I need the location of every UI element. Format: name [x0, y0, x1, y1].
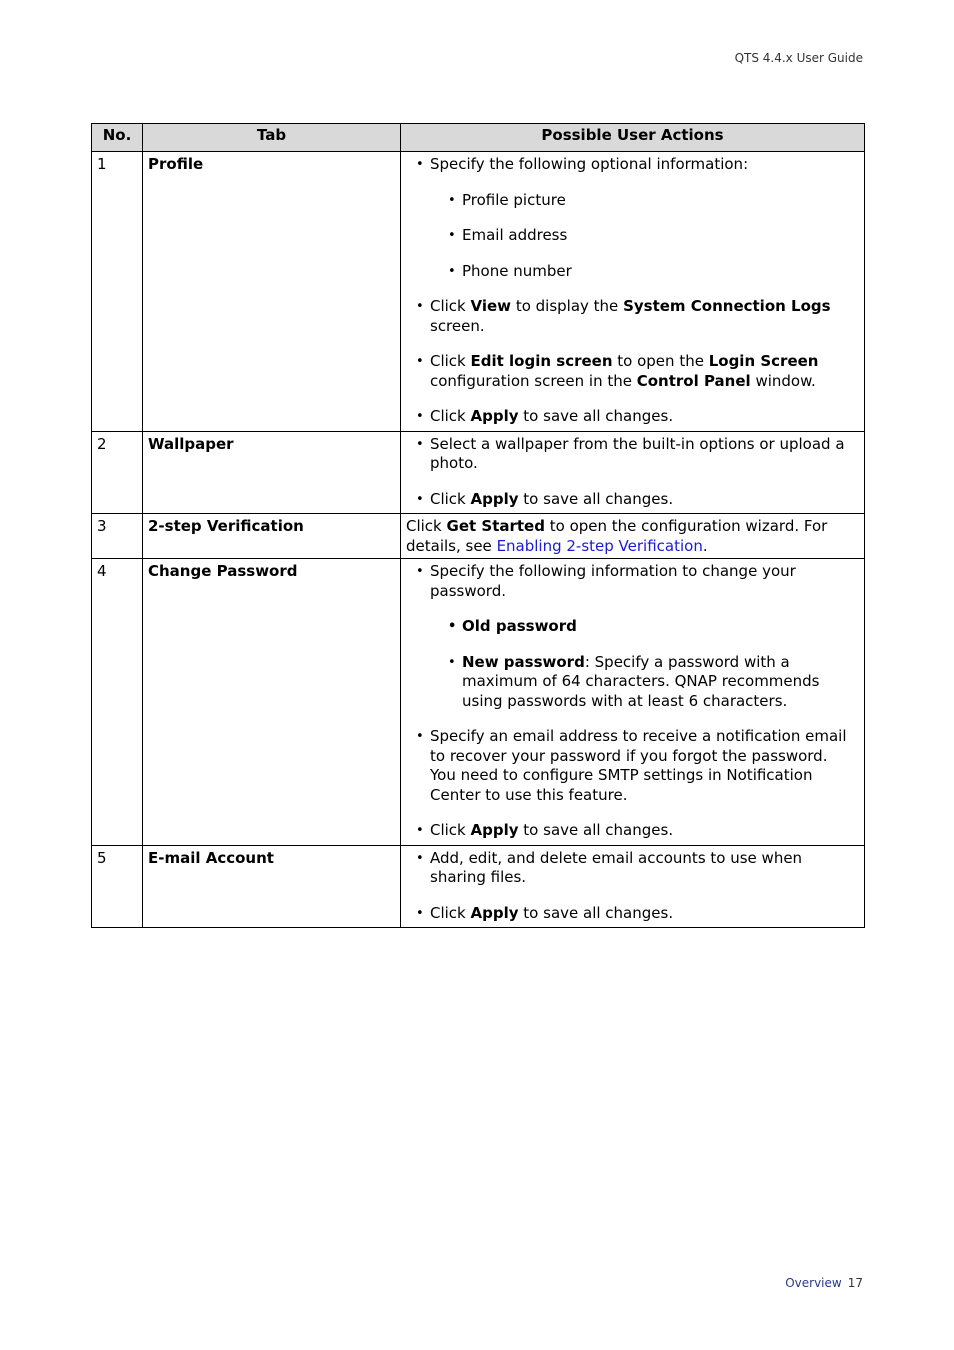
list-item	[406, 490, 859, 510]
ui-term: Edit login screen	[470, 352, 613, 370]
text-run: Click	[406, 517, 447, 535]
ui-term: Apply	[470, 903, 519, 922]
tab-name: 2-step Verification	[143, 514, 401, 559]
page-number: 17	[847, 1276, 863, 1290]
actions-cell	[401, 559, 865, 846]
actions-cell	[401, 431, 865, 514]
text-run: Click	[430, 352, 471, 370]
table-header-row	[92, 124, 865, 152]
text-run: to save all changes.	[518, 489, 674, 508]
list-item-text: Specify the following information to change your password.	[430, 562, 796, 600]
text-run: Click	[430, 489, 471, 508]
sub-list-item: • Profile picture	[438, 191, 859, 211]
ui-term: Apply	[470, 489, 519, 508]
list-item: • Add, edit, and delete email accounts to use when sharing files.	[406, 849, 859, 888]
tab-name: E-mail Account	[143, 845, 401, 928]
list-item	[406, 352, 859, 391]
row-number: 3	[92, 514, 143, 559]
running-header: QTS 4.4.x User Guide	[734, 51, 863, 65]
text-run: Click	[430, 297, 471, 315]
table-row-wallpaper	[92, 431, 865, 514]
sub-list	[438, 617, 859, 711]
list-item: • Select a wallpaper from the built-in options or upload a photo.	[406, 435, 859, 474]
ui-term: Apply	[470, 407, 519, 425]
ui-term: Apply	[470, 821, 519, 839]
actions-list	[406, 155, 859, 427]
footer-section-link[interactable]: Overview	[785, 1276, 842, 1290]
table-row-profile	[92, 152, 865, 432]
list-item-text: Specify the following optional information:	[430, 155, 749, 173]
ui-term: Login Screen	[708, 352, 819, 370]
ui-term: View	[470, 297, 512, 315]
text-run: Click	[430, 821, 471, 839]
tab-name: Change Password	[143, 559, 401, 846]
text-run: to open the	[612, 352, 709, 370]
ui-term: Get Started	[446, 517, 545, 535]
list-item	[406, 821, 859, 841]
list-item-text: • Specify an email address to receive a notification email to recover your password if you forgot the password.	[430, 727, 847, 765]
tab-name: Profile	[143, 152, 401, 432]
list-item	[406, 904, 859, 924]
row-number: 5	[92, 845, 143, 928]
text-run: configuration screen in the	[430, 371, 637, 390]
actions-cell	[401, 514, 865, 559]
sub-list-item: • Old password	[438, 617, 859, 637]
sub-list	[438, 191, 859, 282]
actions-list	[406, 562, 859, 841]
sub-list-item: • Phone number	[438, 262, 859, 282]
text-run: .	[702, 536, 708, 555]
table-row-2-step-verification	[92, 514, 865, 559]
actions-cell	[401, 845, 865, 928]
ui-term: System Connection Logs	[623, 297, 831, 315]
text-run: Click	[430, 903, 471, 922]
table-row-change-password	[92, 559, 865, 846]
text-run: Click	[430, 407, 471, 425]
actions-cell	[401, 152, 865, 432]
ui-term: Control Panel	[636, 371, 751, 390]
column-header-actions: Possible User Actions	[401, 124, 865, 152]
sub-list-item	[438, 653, 859, 712]
text-run: to save all changes.	[518, 903, 674, 922]
list-item	[406, 297, 859, 336]
row-number: 4	[92, 559, 143, 846]
text-run: : Specify a password with a maximum of 64 characters. QNAP recommends using passwords with at least 6 characters.	[462, 652, 820, 710]
actions-list	[406, 849, 859, 924]
column-header-tab: Tab	[143, 124, 401, 152]
tab-name: Wallpaper	[143, 431, 401, 514]
list-item	[406, 562, 859, 711]
table-row-email-account	[92, 845, 865, 928]
text-run: screen.	[430, 316, 485, 335]
text-run: to open the configuration wizard. For details, see	[406, 517, 828, 555]
list-item	[406, 407, 859, 427]
page-footer	[785, 1276, 863, 1290]
list-item-note: You need to configure SMTP settings in Notification Center to use this feature.	[430, 766, 813, 804]
text-run: to save all changes.	[518, 821, 674, 839]
list-item	[406, 155, 859, 281]
column-header-no: No.	[92, 124, 143, 152]
row-number: 2	[92, 431, 143, 514]
list-item	[406, 727, 859, 805]
ui-term: New password	[462, 652, 585, 671]
sub-list-item: • Email address	[438, 226, 859, 246]
text-run: window.	[750, 371, 816, 390]
user-actions-table	[91, 123, 865, 928]
row-number: 1	[92, 152, 143, 432]
text-run: to display the	[511, 297, 624, 315]
actions-list	[406, 435, 859, 510]
enabling-2-step-verification-link[interactable]: Enabling 2-step Verification	[496, 536, 703, 555]
text-run: to save all changes.	[518, 407, 674, 425]
